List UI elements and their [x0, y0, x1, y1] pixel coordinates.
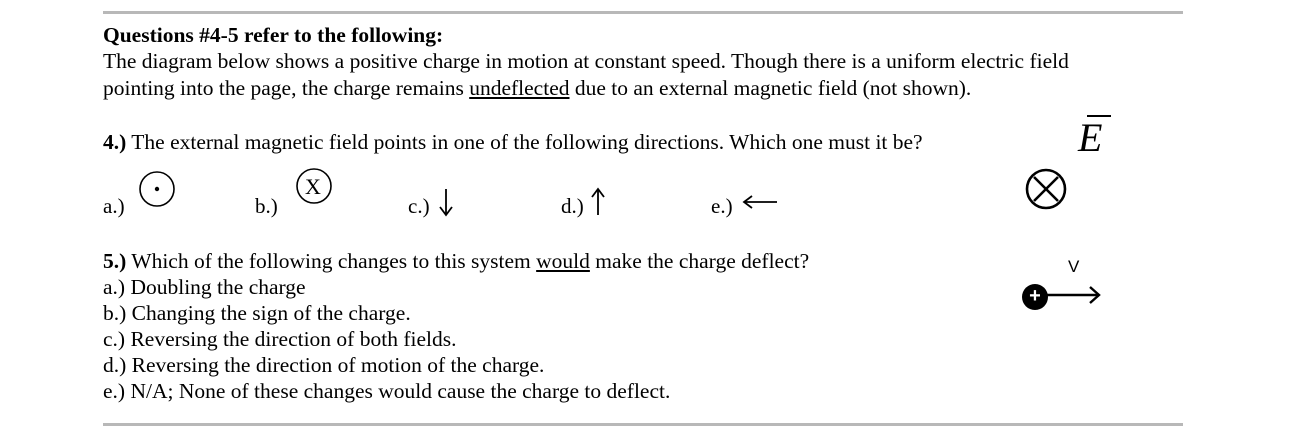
out-of-page-icon: [136, 169, 180, 211]
q5-choice-e: e.) N/A; None of these changes would cause the charge to deflect.: [103, 379, 671, 403]
bottom-divider: [103, 423, 1183, 426]
q4-option-d-label: d.): [561, 194, 584, 218]
top-divider: [103, 11, 1183, 14]
intro-line-2: pointing into the page, the charge remains undeflected due to an external magnetic field (not shown).: [103, 76, 972, 100]
up-arrow-icon: [588, 186, 608, 218]
question-4: 4.) The external magnetic field points in one of the following directions. Which one must it be?: [103, 130, 923, 154]
left-arrow-icon: [741, 192, 779, 212]
intro-line-1: The diagram below shows a positive charge in motion at constant speed. Though there is a uniform electric field: [103, 49, 1069, 73]
q5-choice-a: a.) Doubling the charge: [103, 275, 306, 299]
question-5: 5.) Which of the following changes to this system would make the charge deflect?: [103, 249, 810, 273]
q5-choice-d: d.) Reversing the direction of motion of the charge.: [103, 353, 545, 377]
electric-field-label: E: [1078, 115, 1103, 160]
q4-option-a-label: a.): [103, 194, 125, 218]
q4-option-c-label: c.): [408, 194, 430, 218]
into-page-glyph: X: [305, 174, 321, 199]
positive-charge-sign: +: [1029, 285, 1041, 307]
q5-choice-b: b.) Changing the sign of the charge.: [103, 301, 411, 325]
charge-velocity-icon: [1010, 278, 1110, 318]
q5-choice-c: c.) Reversing the direction of both fields.: [103, 327, 457, 351]
section-title: Questions #4-5 refer to the following:: [103, 23, 444, 47]
down-arrow-icon: [436, 186, 456, 218]
field-into-page-icon: [1022, 165, 1072, 215]
q4-option-b-label: b.): [255, 194, 278, 218]
velocity-label: V: [1068, 257, 1080, 276]
q4-option-e-label: e.): [711, 194, 733, 218]
